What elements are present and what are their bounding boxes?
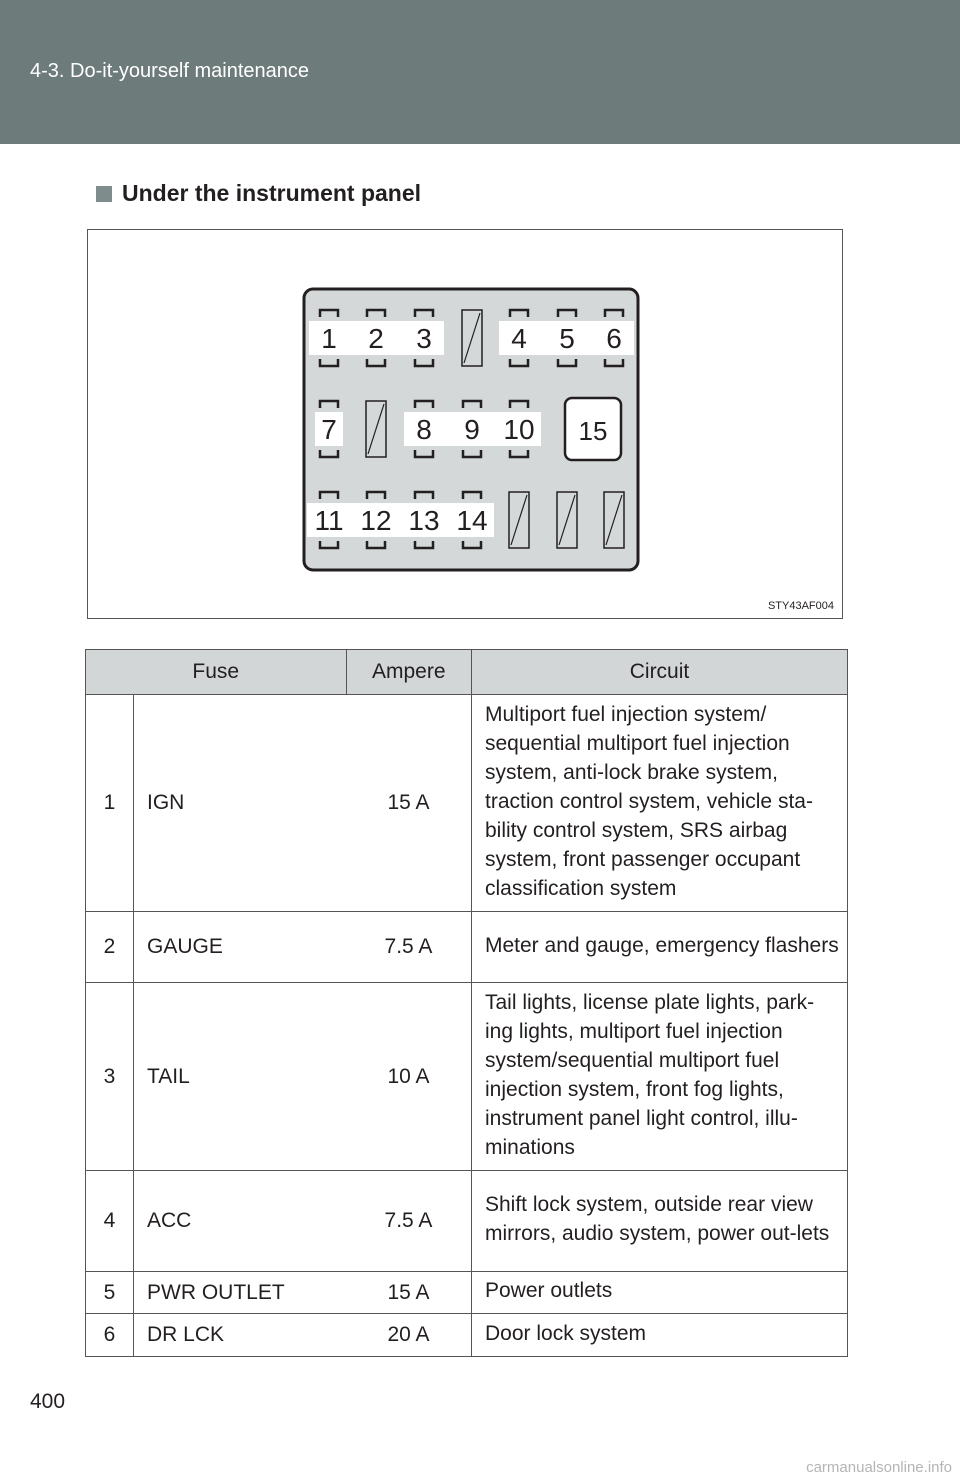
section-heading (96, 180, 421, 207)
fuse-table (85, 649, 848, 1357)
fuse-box-figure (87, 229, 843, 619)
header-fuse: Fuse (86, 650, 347, 695)
fuse-number: 5 (86, 1272, 134, 1314)
fuse-name: GAUGE (134, 912, 347, 983)
fuse-label: 9 (464, 414, 480, 445)
fuse-label: 2 (368, 323, 384, 354)
fuse-label: 11 (314, 505, 344, 536)
fuse-circuit: Tail lights, license plate lights, park-ing lights, multiport fuel injection system/sequential multiport fuel injection system, front fog lights, instrument panel light control, illu-minations (472, 983, 848, 1171)
fuse-label: 7 (321, 414, 337, 445)
table-row (86, 912, 848, 983)
square-bullet-icon (96, 186, 112, 202)
fuse-ampere: 15 A (346, 695, 472, 912)
fuse-ampere: 7.5 A (346, 912, 472, 983)
fuse-ampere: 20 A (346, 1314, 472, 1357)
fuse-name: PWR OUTLET (134, 1272, 347, 1314)
fuse-label: 15 (578, 416, 608, 446)
watermark: carmanualsonline.info (806, 1459, 952, 1476)
fuse-number: 3 (86, 983, 134, 1171)
fuse-name: DR LCK (134, 1314, 347, 1357)
fuse-ampere: 15 A (346, 1272, 472, 1314)
fuse-label: 1 (321, 323, 337, 354)
fuse-circuit: Meter and gauge, emergency flashers (472, 912, 848, 983)
fuse-number: 1 (86, 695, 134, 912)
table-row (86, 695, 848, 912)
fuse-ampere: 7.5 A (346, 1171, 472, 1272)
fuse-label: 5 (559, 323, 575, 354)
fuse-number: 6 (86, 1314, 134, 1357)
fuse-label: 8 (416, 414, 432, 445)
fuse-circuit: Shift lock system, outside rear view mirrors, audio system, power out-lets (472, 1171, 848, 1272)
table-row (86, 1314, 848, 1357)
section-title: 4-3. Do-it-yourself maintenance (30, 60, 310, 82)
fuse-label: 4 (511, 323, 527, 354)
figure-code: STY43AF004 (767, 600, 834, 612)
table-row (86, 1171, 848, 1272)
fuse-name: ACC (134, 1171, 347, 1272)
fuse-layer (304, 289, 638, 570)
fuse-label: 10 (503, 414, 535, 445)
page-number: 400 (30, 1390, 66, 1413)
fuse-label: 14 (456, 505, 488, 536)
fuse-label: 6 (606, 323, 622, 354)
heading-text: Under the instrument panel (122, 180, 422, 206)
fuse-label: 12 (360, 505, 392, 536)
fuse-box-diagram (88, 230, 844, 620)
fuse-number: 2 (86, 912, 134, 983)
header-circuit: Circuit (472, 650, 848, 695)
table-row (86, 1272, 848, 1314)
fuse-label: 3 (416, 323, 432, 354)
fuse-circuit: Power outlets (472, 1272, 848, 1314)
table-row (86, 983, 848, 1171)
table-header-row (86, 650, 848, 695)
fuse-name: IGN (134, 695, 347, 912)
fuse-ampere: 10 A (346, 983, 472, 1171)
page-header (0, 0, 960, 144)
header-ampere: Ampere (346, 650, 472, 695)
fuse-name: TAIL (134, 983, 347, 1171)
fuse-label: 13 (408, 505, 440, 536)
fuse-circuit: Door lock system (472, 1314, 848, 1357)
fuse-circuit: Multiport fuel injection system/ sequential multiport fuel injection system, anti-lock brake system, traction control system, vehicle sta-bility control system, SRS airbag system, front passenger occupant classification system (472, 695, 848, 912)
fuse-number: 4 (86, 1171, 134, 1272)
